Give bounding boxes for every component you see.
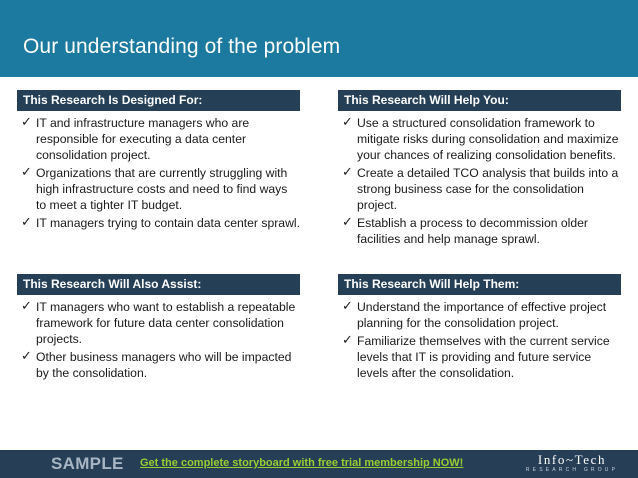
list-item	[17, 165, 300, 213]
trial-membership-link[interactable]: Get the complete storyboard with free trial membership NOW!	[140, 457, 464, 469]
list-item	[17, 115, 300, 163]
panel-help-them	[338, 274, 621, 383]
bullet-list	[338, 115, 621, 247]
list-item-text: Familiarize themselves with the current service levels that IT is providing and future service levels after the consolidation.	[357, 334, 610, 380]
checkmark-icon: ✓	[21, 165, 32, 180]
panel-also-assist	[17, 274, 300, 383]
checkmark-icon: ✓	[342, 333, 353, 348]
list-item	[338, 215, 621, 247]
list-item-text: Use a structured consolidation framework to mitigate risks during consolidation and maximize your chances of realizing consolidation benefits.	[357, 116, 619, 162]
checkmark-icon: ✓	[342, 115, 353, 130]
list-item-text: Organizations that are currently struggling with high infrastructure costs and need to find ways to meet a tighter IT budget.	[36, 166, 288, 212]
sample-label: SAMPLE	[51, 454, 124, 473]
logo-wordmark: Info~Tech	[537, 452, 607, 467]
list-item-text: Understand the importance of effective project planning for the consolidation project.	[357, 300, 607, 330]
list-item	[338, 299, 621, 331]
checkmark-icon: ✓	[21, 349, 32, 364]
checkmark-icon: ✓	[342, 165, 353, 180]
bullet-list	[338, 299, 621, 381]
list-item	[338, 165, 621, 213]
page-title: Our understanding of the problem	[23, 35, 341, 58]
panel-designed-for	[17, 90, 300, 233]
list-item-text: Create a detailed TCO analysis that builds into a strong business case for the consolidation project.	[357, 166, 619, 212]
logo-tagline: RESEARCH GROUP	[525, 467, 619, 473]
checkmark-icon: ✓	[342, 299, 353, 314]
list-item-text: IT managers trying to contain data center sprawl.	[36, 216, 300, 230]
bullet-list	[17, 299, 300, 381]
checkmark-icon: ✓	[21, 115, 32, 130]
panel-help-you	[338, 90, 621, 249]
panel-header: This Research Is Designed For:	[17, 90, 300, 111]
list-item-text: Establish a process to decommission older facilities and help manage sprawl.	[357, 216, 588, 246]
list-item-text: Other business managers who will be impacted by the consolidation.	[36, 350, 292, 380]
panel-header: This Research Will Help Them:	[338, 274, 621, 295]
title-bar	[0, 0, 638, 77]
list-item	[338, 115, 621, 163]
list-item-text: IT and infrastructure managers who are responsible for executing a data center consolidation project.	[36, 116, 250, 162]
checkmark-icon: ✓	[21, 299, 32, 314]
checkmark-icon: ✓	[21, 215, 32, 230]
list-item-text: IT managers who want to establish a repeatable framework for future data center consolidation projects.	[36, 300, 296, 346]
list-item	[338, 333, 621, 381]
list-item	[17, 299, 300, 347]
panel-header: This Research Will Help You:	[338, 90, 621, 111]
info-tech-logo	[522, 453, 622, 475]
checkmark-icon: ✓	[342, 215, 353, 230]
list-item	[17, 349, 300, 381]
list-item	[17, 215, 300, 231]
panel-header: This Research Will Also Assist:	[17, 274, 300, 295]
footer-bar	[0, 450, 638, 478]
bullet-list	[17, 115, 300, 231]
